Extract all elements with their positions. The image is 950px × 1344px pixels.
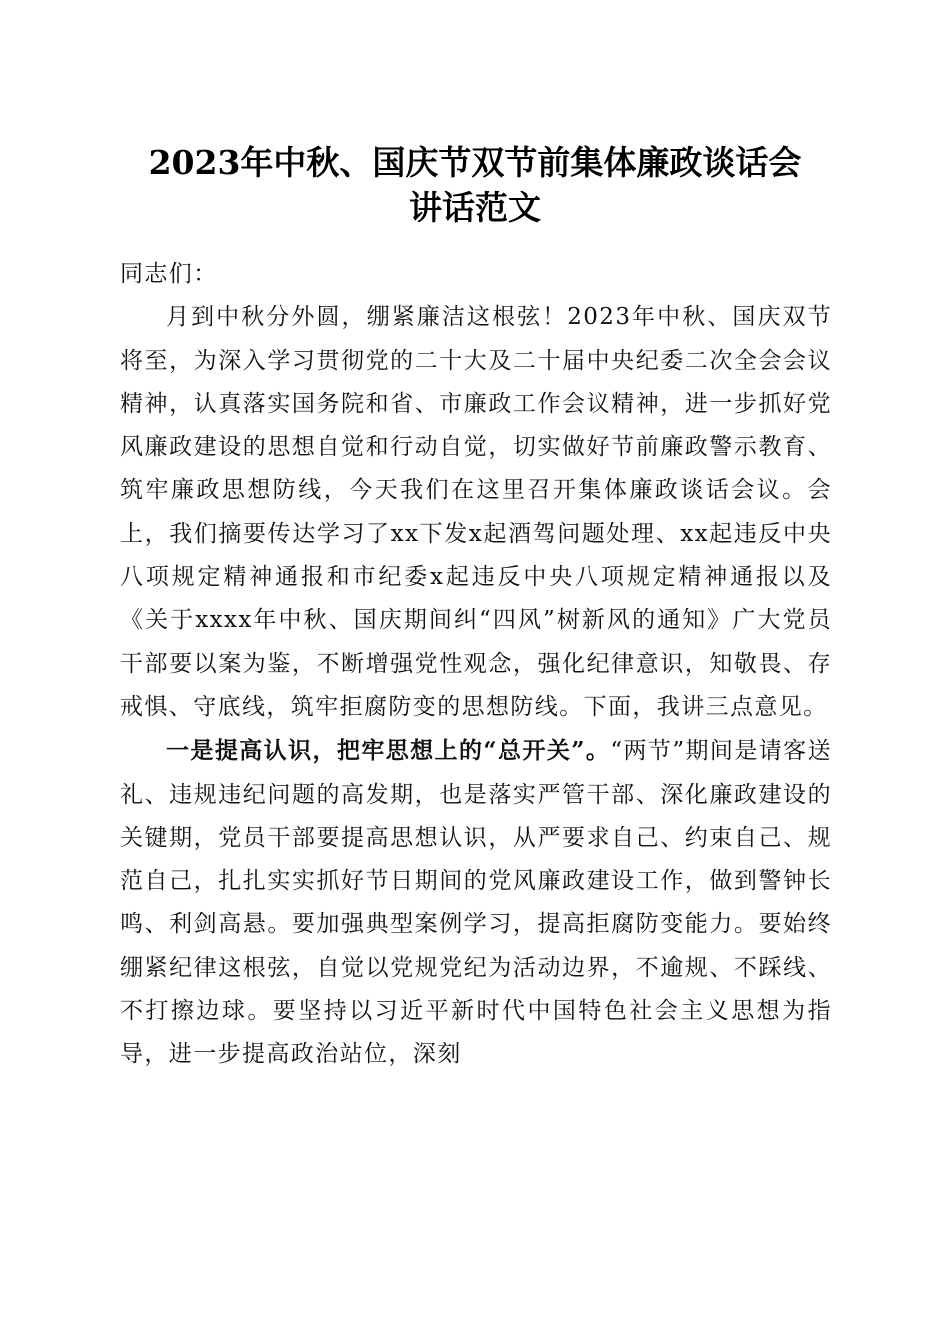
document-body [120, 253, 832, 1077]
paragraph-point-one-heading: 一是提高认识，把牢思想上的“总开关”。 [166, 737, 611, 765]
document-title-line-2: 讲话范文 [409, 188, 541, 227]
salutation: 同志们： [120, 261, 218, 287]
paragraph-intro: 月到中秋分外圆，绷紧廉洁这根弦！2023年中秋、国庆双节将至，为深入学习贯彻党的二十大及二十届中央纪委二次全会会议精神，认真落实国务院和省、市廉政工作会议精神，进一步抓好党风廉政建设的思想自觉和行动自觉，切实做好节前廉政警示教育、筑牢廉政思想防线，今天我们在这里召开集体廉政谈话会议。会上，我们摘要传达学习了xx下发x起酒驾问题处理、xx起违反中央八项规定精神通报和市纪委x起违反中央八项规定精神通报以及《关于xxxx年中秋、国庆期间纠“四风”树新风的通知》广大党员干部要以案为鉴，不断增强党性观念，强化纪律意识，知敬畏、存戒惧、守底线，筑牢拒腐防变的思想防线。下面，我讲三点意见。 [120, 304, 832, 720]
paragraph-point-one [120, 729, 832, 1076]
paragraph-point-one-body: “两节”期间是请客送礼、违规违纪问题的高发期，也是落实严管干部、深化廉政建设的关键期，党员干部要提高思想认识，从严要求自己、约束自己、规范自己，扎扎实实抓好节日期间的党风廉政建设工作，做到警钟长鸣、利剑高悬。要加强典型案例学习，提高拒腐防变能力。要始终绷紧纪律这根弦，自觉以党规党纪为活动边界，不逾规、不踩线、不打擦边球。要坚持以习近平新时代中国特色社会主义思想为指导，进一步提高政治站位，深刻 [120, 738, 832, 1068]
document-title-line-1: 2023年中秋、国庆节双节前集体廉政谈话会 [148, 143, 802, 182]
